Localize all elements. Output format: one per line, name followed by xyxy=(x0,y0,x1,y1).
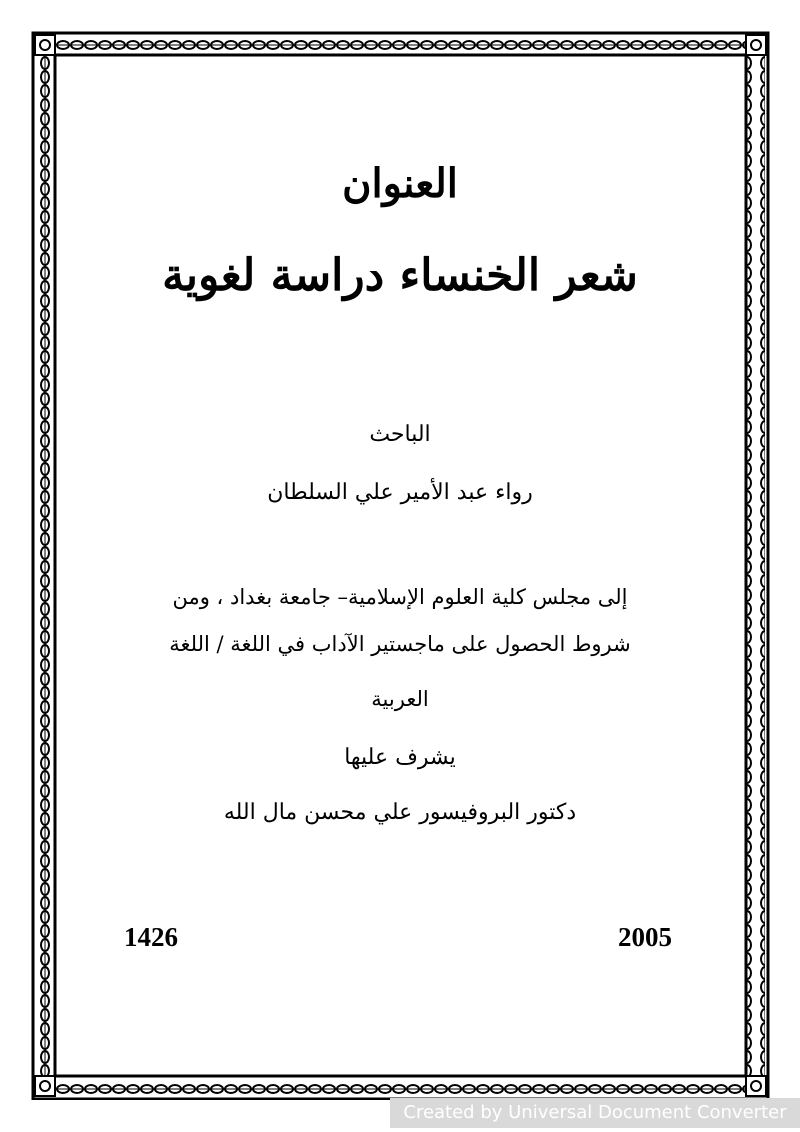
title-label: العنوان xyxy=(342,160,458,207)
submission-statement-line-2: شروط الحصول على ماجستير الآداب في اللغة / اللغة xyxy=(169,632,631,656)
submission-statement-line-3: العربية xyxy=(371,687,429,711)
hijri-year: 1426 xyxy=(124,922,178,952)
researcher-name: رواء عبد الأمير علي السلطان xyxy=(267,480,533,505)
supervisor-name: دكتور البروفيسور علي محسن مال الله xyxy=(223,800,577,825)
corner-ornament-top-left xyxy=(35,35,55,55)
corner-ornament-bottom-right xyxy=(746,1076,766,1096)
thesis-title: شعر الخنساء دراسة لغوية xyxy=(162,250,638,301)
supervisor-label: يشرف عليها xyxy=(344,745,456,770)
corner-ornament-top-right xyxy=(746,35,766,55)
gregorian-year: 2005 xyxy=(618,922,672,952)
converter-watermark: Created by Universal Document Converter xyxy=(390,1098,800,1128)
submission-statement-line-1: إلى مجلس كلية العلوم الإسلامية– جامعة بغداد ، ومن xyxy=(172,585,628,609)
corner-ornament-bottom-left xyxy=(35,1076,55,1096)
researcher-label: الباحث xyxy=(369,422,431,447)
